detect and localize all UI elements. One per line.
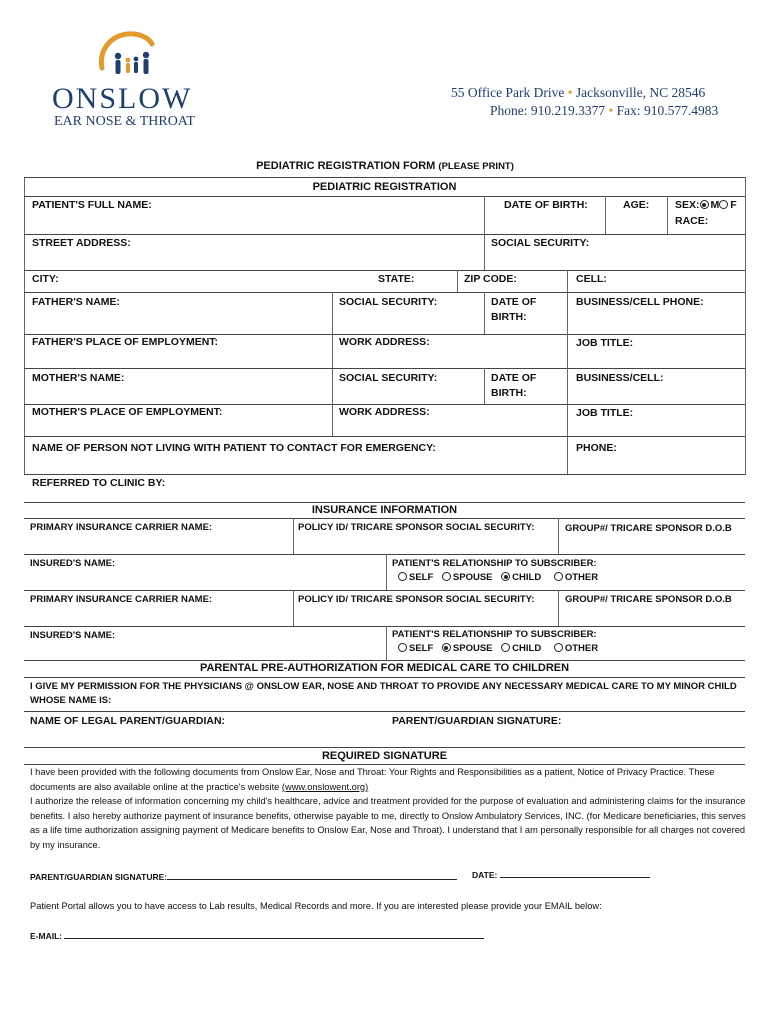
release-authorization: I authorize the release of information concerning my child's healthcare, advice and treatment provided for the purpose of evaluation and administering claims for the insurance benefits. I also hereby authorize payment of insurance benefits, otherwise payable to me, directly to Onslow Ambulatory Services, INC. (for Medicare beneficiaries, this serves as a life time authorization assigning payment of Medicare benefits to Onslow Ear, Nose and Throat). I understand that I am personally responsible for all charges not covered by my insurance. (30, 796, 746, 850)
secondary-insureds-name-label: INSURED'S NAME: (30, 630, 116, 641)
clinic-phone-fax (490, 103, 718, 119)
fathers-name-label: FATHER'S NAME: (32, 296, 121, 308)
father-ssn-label: SOCIAL SECURITY: (339, 296, 438, 308)
cell-label: CELL: (576, 273, 607, 285)
patient-race-label: RACE: (675, 215, 709, 227)
father-work-address-label: WORK ADDRESS: (339, 336, 430, 348)
secondary-relationship-label: PATIENT'S RELATIONSHIP TO SUBSCRIBER: (392, 629, 597, 640)
street-address-label: STREET ADDRESS: (32, 237, 131, 249)
secondary-carrier-label: PRIMARY INSURANCE CARRIER NAME: (30, 594, 213, 605)
clinic-name: ONSLOW (52, 82, 193, 115)
group-number-label: GROUP#/ TRICARE SPONSOR D.O.B (565, 523, 732, 534)
clinic-fax: Fax: 910.577.4983 (616, 103, 719, 118)
section-insurance-heading: INSURANCE INFORMATION (311, 504, 458, 516)
state-label: STATE: (378, 273, 415, 285)
guardian-signature-label: PARENT/GUARDIAN SIGNATURE: (392, 715, 562, 727)
form-right-border (745, 177, 746, 475)
clinic-address (451, 85, 705, 101)
bullet-icon: • (608, 103, 614, 118)
address-city: Jacksonville, NC 28546 (575, 85, 706, 100)
spouse-radio-icon[interactable] (442, 572, 451, 581)
patient-ssn-label: SOCIAL SECURITY: (491, 237, 590, 249)
primary-carrier-label: PRIMARY INSURANCE CARRIER NAME: (30, 522, 213, 533)
mothers-employment-label: MOTHER'S PLACE OF EMPLOYMENT: (32, 406, 223, 418)
fathers-employment-label: FATHER'S PLACE OF EMPLOYMENT: (32, 336, 219, 348)
secondary-relationship-options[interactable]: SELF SPOUSE CHILD OTHER (398, 641, 598, 656)
referred-by-label: REFERRED TO CLINIC BY: (32, 477, 166, 489)
mother-dob-label: DATE OF BIRTH: (491, 372, 537, 399)
website-link[interactable]: (www.onslowent.org) (281, 781, 369, 792)
child-radio-icon[interactable] (501, 572, 510, 581)
clinic-subtitle: EAR NOSE & THROAT (54, 114, 195, 129)
patient-portal-note: Patient Portal allows you to have access to Lab results, Medical Records and more. If you are interested please provide your EMAIL below: (30, 901, 602, 911)
documents-acknowledgement: I have been provided with the following documents from Onslow Ear, Nose and Throat: Your Rights and Responsibilities as a patient, Notice of Privacy Practice. These documents are also available online at the practice's website (www.onslowent.org) (30, 767, 715, 792)
patient-full-name-label: PATIENT'S FULL NAME: (32, 199, 152, 211)
father-job-title-label: JOB TITLE: (576, 337, 634, 349)
email-field[interactable]: E-MAIL: (30, 929, 484, 944)
form-top-border (24, 177, 745, 178)
sex-f-radio-icon[interactable] (719, 200, 728, 209)
policy-id-label: POLICY ID/ TRICARE SPONSOR SOCIAL SECURITY: (298, 522, 535, 533)
secondary-group-number-label: GROUP#/ TRICARE SPONSOR D.O.B (565, 594, 732, 605)
spouse-radio-icon[interactable] (442, 643, 451, 652)
sex-m-radio-icon[interactable] (700, 200, 709, 209)
father-dob-label: DATE OF BIRTH: (491, 296, 537, 323)
permission-text: I GIVE MY PERMISSION FOR THE PHYSICIANS @ ONSLOW EAR, NOSE AND THROAT TO PROVIDE ANY NECESSARY MEDICAL CARE TO MY MINOR CHILD WHOSE NAME IS: (30, 681, 737, 706)
mothers-name-label: MOTHER'S NAME: (32, 372, 125, 384)
city-label: CITY: (32, 273, 59, 285)
mother-ssn-label: SOCIAL SECURITY: (339, 372, 438, 384)
form-left-border (24, 177, 25, 475)
other-radio-icon[interactable] (554, 643, 563, 652)
clinic-logo (52, 28, 212, 128)
section-registration-heading: PEDIATRIC REGISTRATION (312, 181, 457, 193)
signature-line[interactable]: PARENT/GUARDIAN SIGNATURE: (30, 870, 457, 885)
clinic-phone: Phone: 910.219.3377 (490, 103, 606, 118)
father-business-phone-label: BUSINESS/CELL PHONE: (576, 296, 704, 308)
zip-code-label: ZIP CODE: (464, 273, 517, 285)
emergency-phone-label: PHONE: (576, 442, 617, 454)
form-title: PEDIATRIC REGISTRATION FORM (PLEASE PRINT) (256, 160, 514, 172)
family-logo-icon (96, 28, 158, 84)
patient-dob-label: DATE OF BIRTH: (504, 199, 588, 211)
insureds-name-label: INSURED'S NAME: (30, 558, 116, 569)
self-radio-icon[interactable] (398, 643, 407, 652)
mother-business-cell-label: BUSINESS/CELL: (576, 372, 664, 384)
emergency-contact-label: NAME OF PERSON NOT LIVING WITH PATIENT TO CONTACT FOR EMERGENCY: (32, 442, 436, 454)
address-street: 55 Office Park Drive (451, 85, 565, 100)
legal-guardian-label: NAME OF LEGAL PARENT/GUARDIAN: (30, 715, 226, 727)
secondary-policy-id-label: POLICY ID/ TRICARE SPONSOR SOCIAL SECURITY: (298, 594, 535, 605)
section-signature-heading: REQUIRED SIGNATURE (321, 750, 448, 762)
bullet-icon: • (567, 85, 573, 100)
patient-sex-field[interactable]: SEX: M F (675, 199, 737, 211)
child-radio-icon[interactable] (501, 643, 510, 652)
patient-age-label: AGE: (623, 199, 650, 211)
self-radio-icon[interactable] (398, 572, 407, 581)
other-radio-icon[interactable] (554, 572, 563, 581)
section-preauth-heading: PARENTAL PRE-AUTHORIZATION FOR MEDICAL CARE TO CHILDREN (199, 662, 570, 674)
relationship-label: PATIENT'S RELATIONSHIP TO SUBSCRIBER: (392, 558, 597, 569)
mother-work-address-label: WORK ADDRESS: (339, 406, 430, 418)
date-line[interactable]: DATE: (472, 868, 650, 883)
form-title-note: (PLEASE PRINT) (438, 161, 514, 172)
relationship-options[interactable]: SELF SPOUSE CHILD OTHER (398, 570, 598, 585)
mother-job-title-label: JOB TITLE: (576, 407, 634, 419)
